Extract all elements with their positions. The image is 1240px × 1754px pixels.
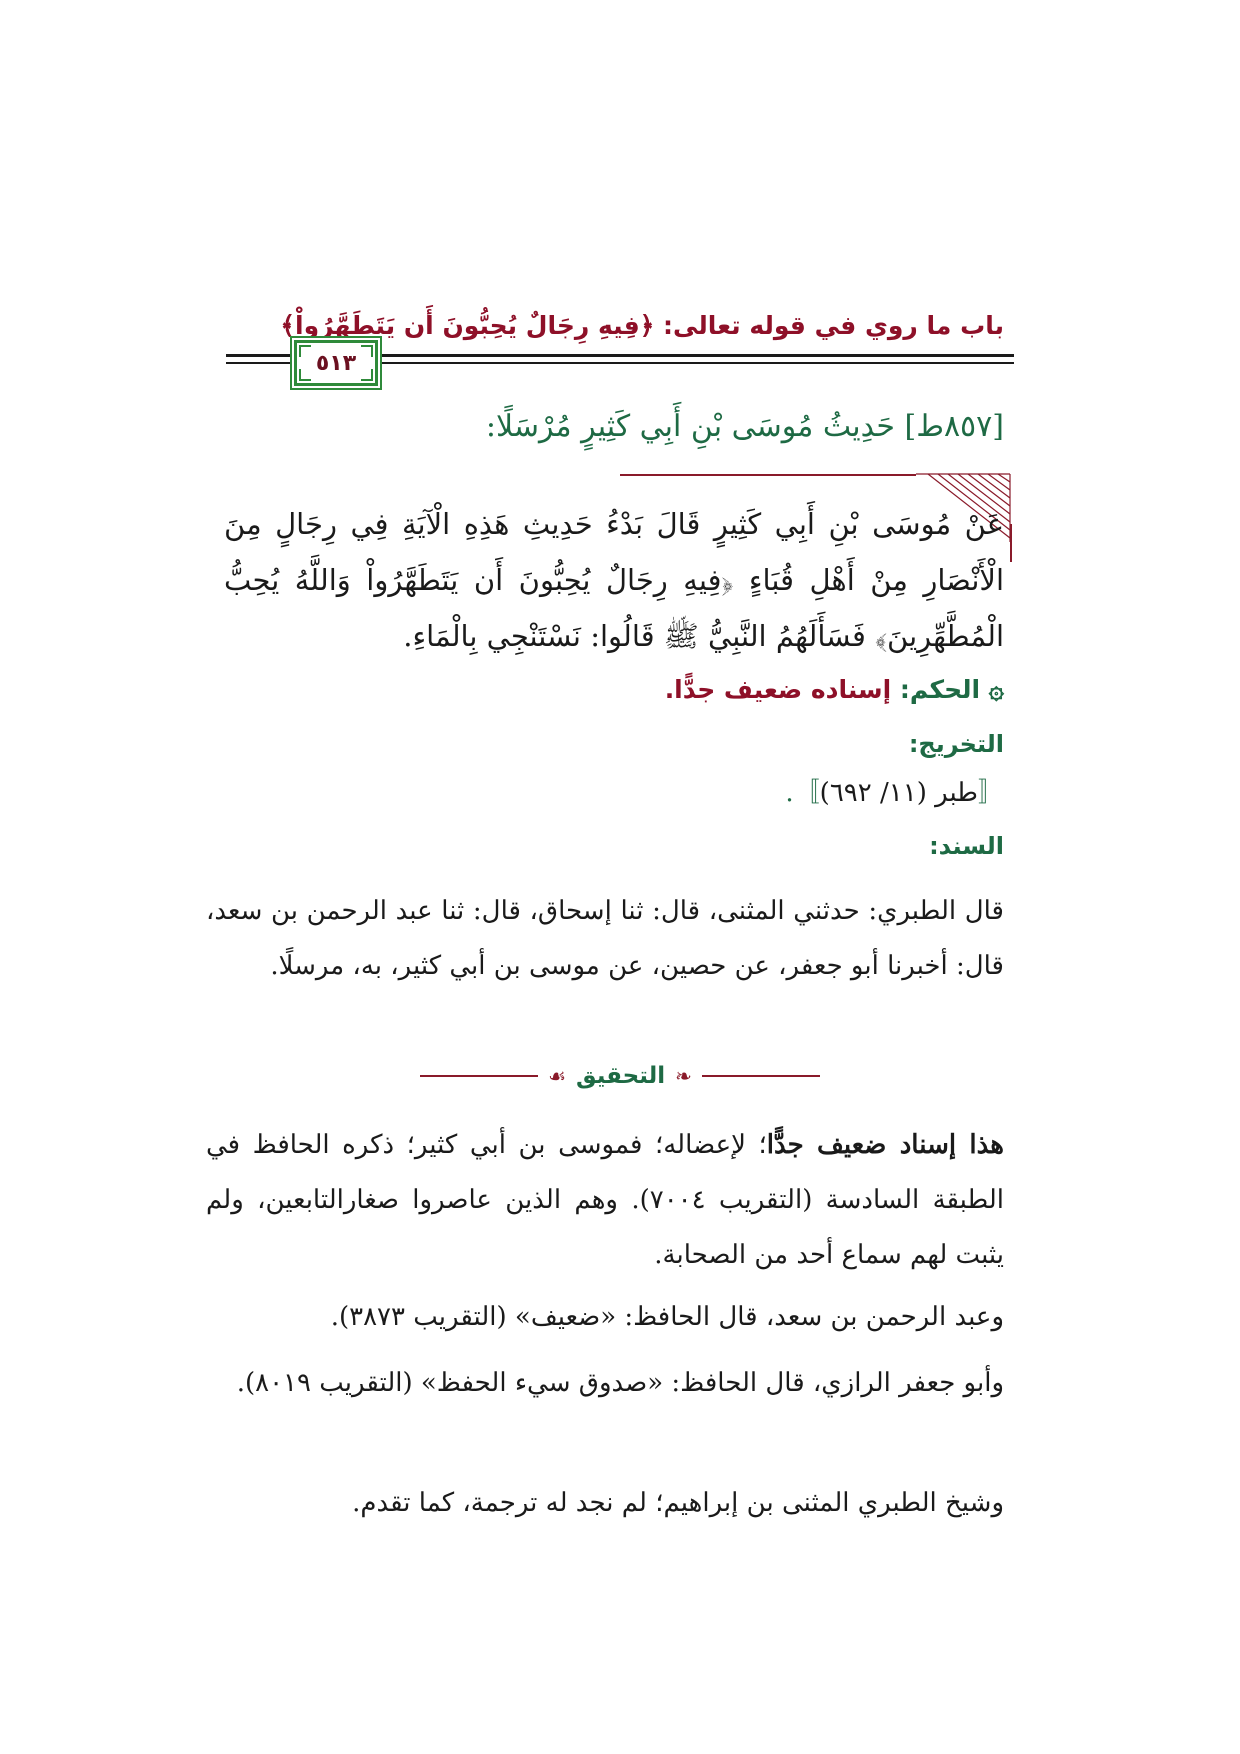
hadith-number: [٨٥٧ط] (904, 409, 1004, 444)
hukm-verdict (304, 668, 1004, 712)
verdict-label: الحكم: (899, 675, 981, 704)
sanad-text: قال الطبري: حدثني المثنى، قال: ثنا إسحاق، قال: ثنا عبد الرحمن بن سعد، قال: أخبرنا أبو جعفر، عن حصين، عن موسى بن أبي كثير، به، مرسلًا. (206, 896, 1004, 981)
divider-line (420, 1075, 538, 1077)
takhrij-reference (604, 770, 1004, 816)
tahqiq-heading: التحقيق (576, 1063, 666, 1089)
flower-ornament-icon: ۞ (988, 675, 1004, 705)
ornate-bracket-close: 〛. (785, 778, 820, 808)
divider-line (702, 1075, 820, 1077)
tahqiq-paragraph (206, 1118, 1004, 1283)
tahqiq-paragraph-text: ؛ لإعضاله؛ فموسى بن أبي كثير؛ ذكره الحافظ في الطبقة السادسة (التقريب ٧٠٠٤). وهم الذين عاصروا صغارالتابعين، ولم يثبت لهم سماع أحد من الصحابة. (206, 1130, 1004, 1270)
tahqiq-paragraph: وشيخ الطبري المثنى بن إبراهيم؛ لم نجد له ترجمة، كما تقدم. (352, 1488, 1004, 1518)
flourish-ornament-icon: ❧ (675, 1064, 692, 1088)
hadith-heading (284, 402, 1004, 452)
hadith-text: عَنْ مُوسَى بْنِ أَبِي كَثِيرٍ قَالَ بَدْءُ حَدِيثِ هَذِهِ الْآيَةِ فِي رِجَالٍ مِنَ الْأَنْصَارِ مِنْ أَهْلِ قُبَاءٍ ﴿فِيهِ رِجَالٌ يُحِبُّونَ أَن يَتَطَهَّرُواْ وَاللَّهُ يُحِبُّ الْمُطَّهِّرِينَ﴾ فَسَأَلَهُمُ النَّبِيُّ ﷺ قَالُوا: نَسْتَنْجِي بِالْمَاءِ. (224, 507, 1005, 653)
chapter-header-title: باب ما روي في قوله تعالى: ﴿فِيهِ رِجَالٌ يُحِبُّونَ أَن يَتَطَهَّرُواْ﴾ (280, 311, 1004, 340)
takhrij-heading: التخريج: (908, 730, 1004, 758)
tahqiq-verdict-bold: هذا إسناد ضعيف جدًّا (766, 1130, 1004, 1160)
ornate-bracket-open: 〚 (977, 778, 1004, 808)
tahqiq-paragraph: وعبد الرحمن بن سعد، قال الحافظ: «ضعيف» (التقريب ٣٨٧٣). (330, 1302, 1004, 1332)
tahqiq-divider (420, 1054, 820, 1098)
page-number-badge (294, 340, 378, 386)
takhrij-text: طبر (١١/ ٦٩٢) (819, 778, 978, 808)
tahqiq-paragraph: وأبو جعفر الرازي، قال الحافظ: «صدوق سيء الحفظ» (التقريب ٨٠١٩). (236, 1368, 1004, 1398)
heading-side-rule (1010, 524, 1012, 562)
flourish-ornament-icon: ☙ (548, 1064, 566, 1088)
page-number: ٥١٣ (315, 350, 357, 376)
hadith-heading-text: حَدِيثُ مُوسَى بْنِ أَبِي كَثِيرٍ مُرْسَلًا: (485, 409, 895, 444)
heading-underline (620, 474, 916, 476)
sanad-heading: السند: (929, 832, 1004, 860)
verdict-value: إسناده ضعيف جدًّا. (664, 675, 892, 704)
